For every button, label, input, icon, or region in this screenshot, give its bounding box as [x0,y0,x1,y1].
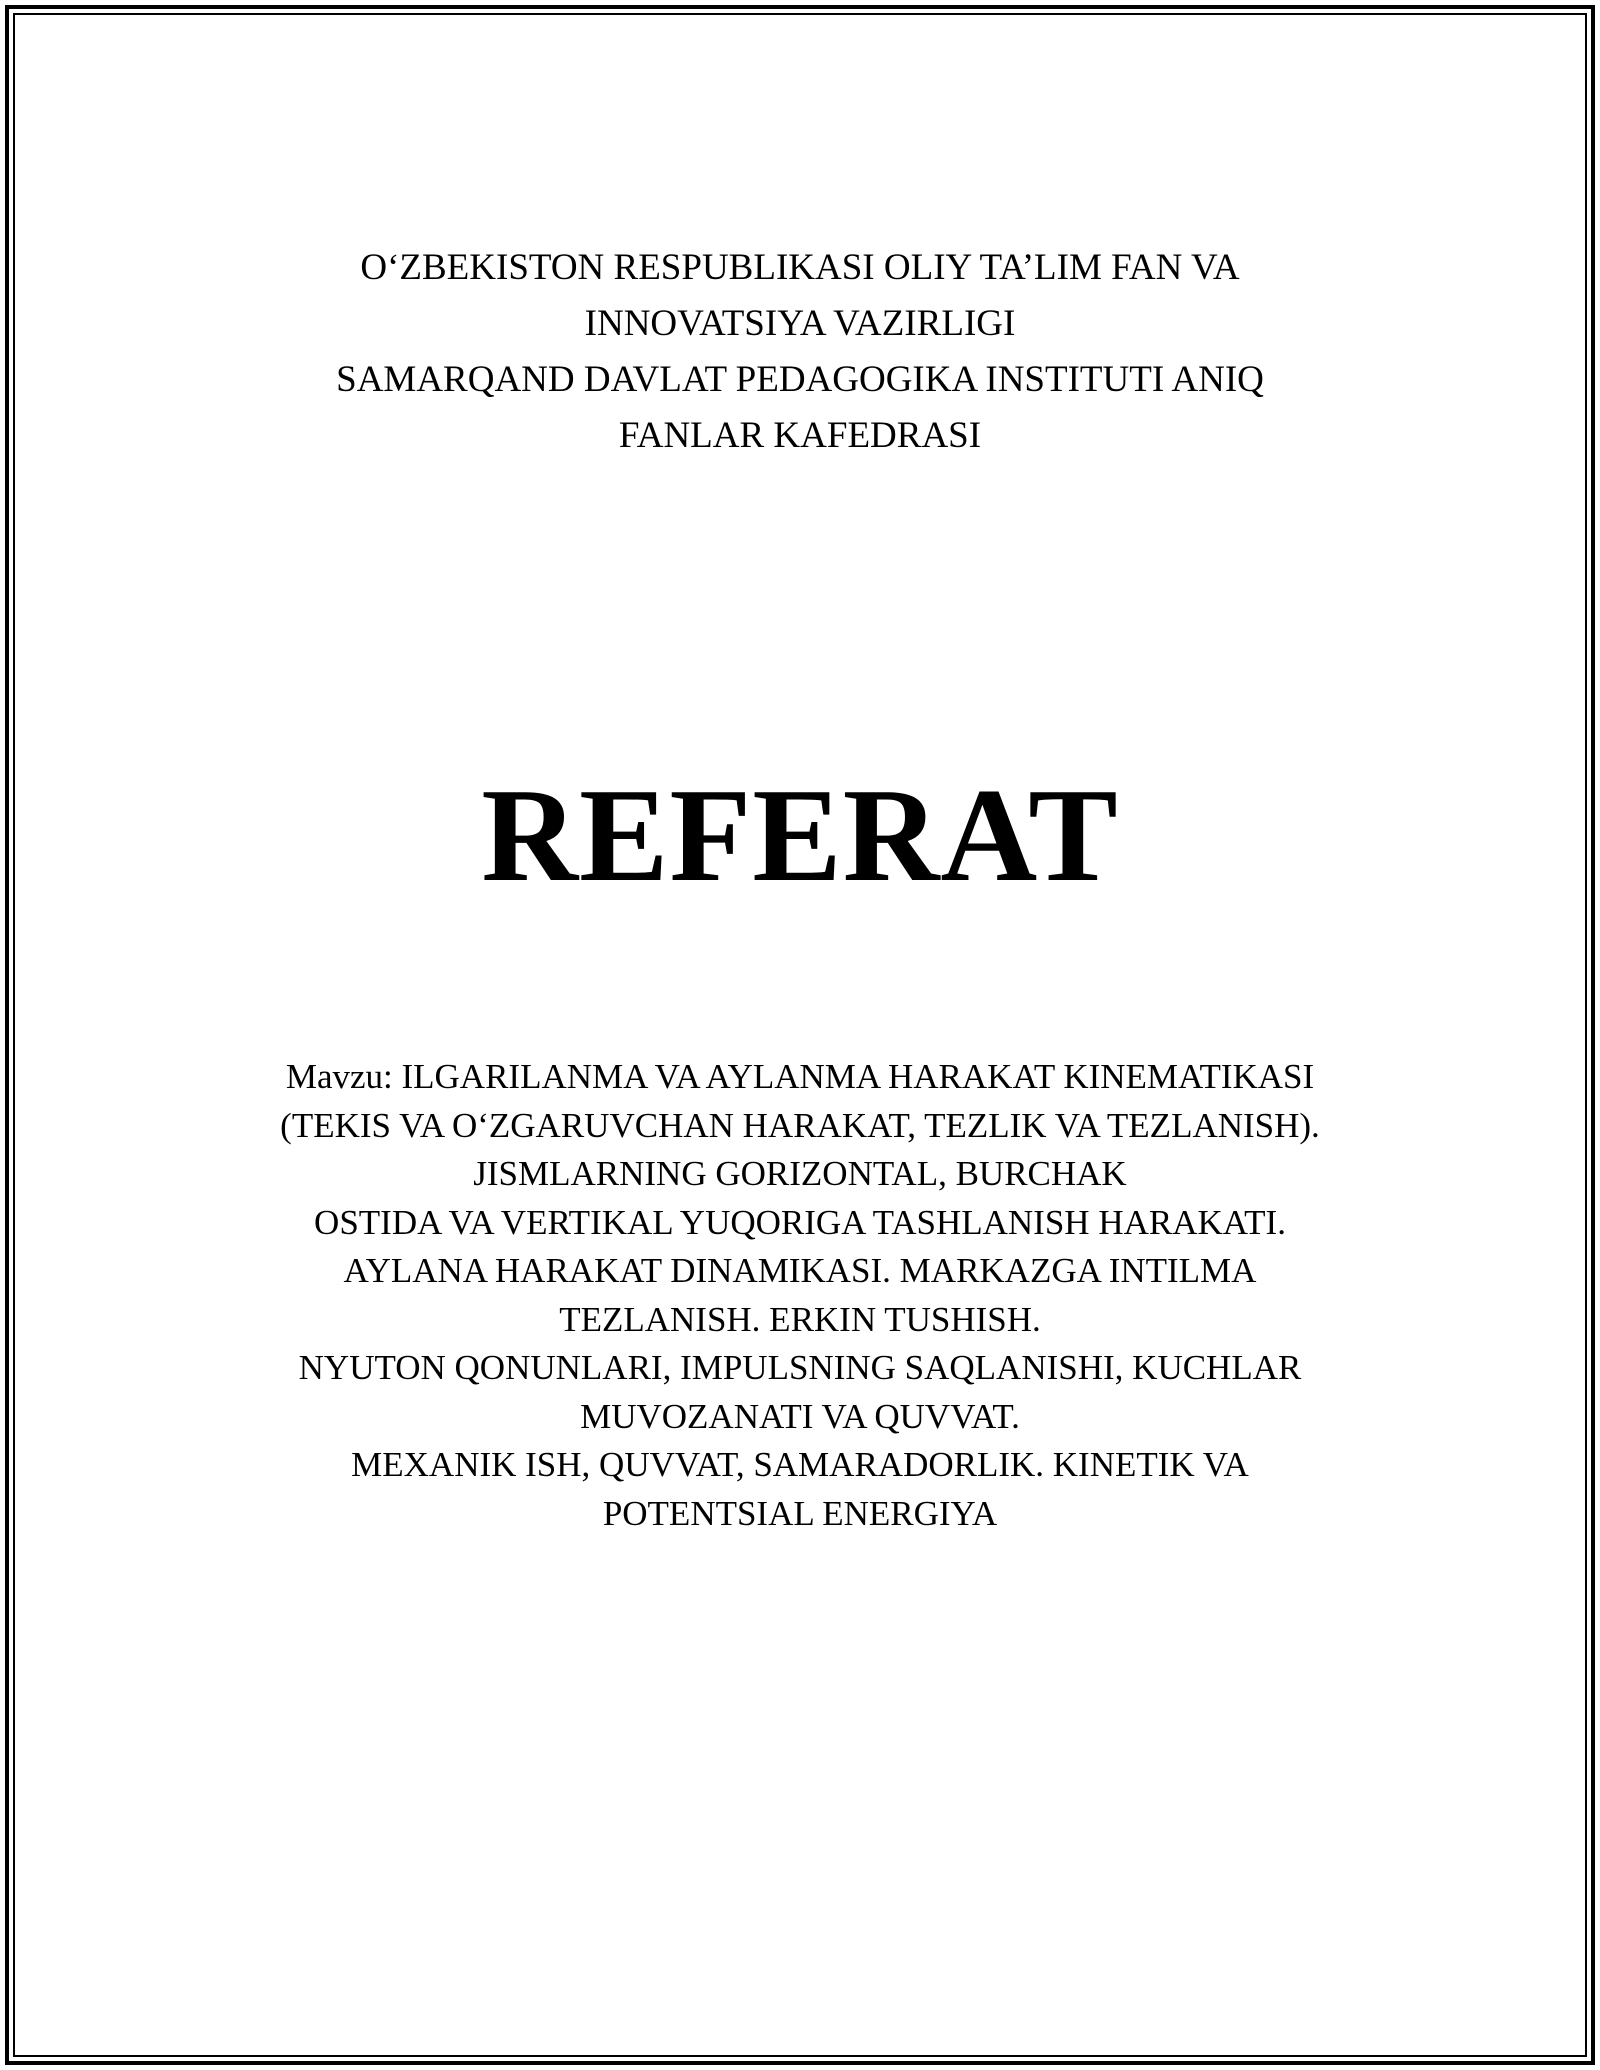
topic-line: AYLANA HARAKAT DINAMIKASI. MARKAZGA INTILMA [343,1251,1257,1290]
header-line: INNOVATSIYA VAZIRLIGI [584,303,1016,344]
institution-header [0,240,1600,464]
topic-line: JISMLARNING GORIZONTAL, BURCHAK [473,1154,1127,1193]
topic-block [0,1053,1600,1538]
header-line: FANLAR KAFEDRASI [618,415,982,456]
topic-line: POTENTSIAL ENERGIYA [602,1493,998,1533]
topic-line: MEXANIK ISH, QUVVAT, SAMARADORLIK. KINETIK VA [351,1445,1249,1484]
topic-line: MUVOZANATI VA QUVVAT. [580,1396,1020,1436]
topic-line: NYUTON QONUNLARI, IMPULSNING SAQLANISHI, KUCHLAR [298,1348,1302,1387]
topic-line: TEZLANISH. ERKIN TUSHISH. [559,1299,1041,1339]
header-line: SAMARQAND DAVLAT PEDAGOGIKA INSTITUTI ANIQ [336,359,1264,400]
topic-line: OSTIDA VA VERTIKAL YUQORIGA TASHLANISH HARAKATI. [314,1202,1286,1242]
topic-line: (TEKIS VA O‘ZGARUVCHAN HARAKAT, TEZLIK VA TEZLANISH). [280,1105,1320,1145]
topic-line: Mavzu: ILGARILANMA VA AYLANMA HARAKAT KINEMATIKASI [285,1057,1315,1096]
header-line: O‘ZBEKISTON RESPUBLIKASI OLIY TA’LIM FAN VA [360,247,1240,288]
document-title: REFERAT [481,761,1119,909]
